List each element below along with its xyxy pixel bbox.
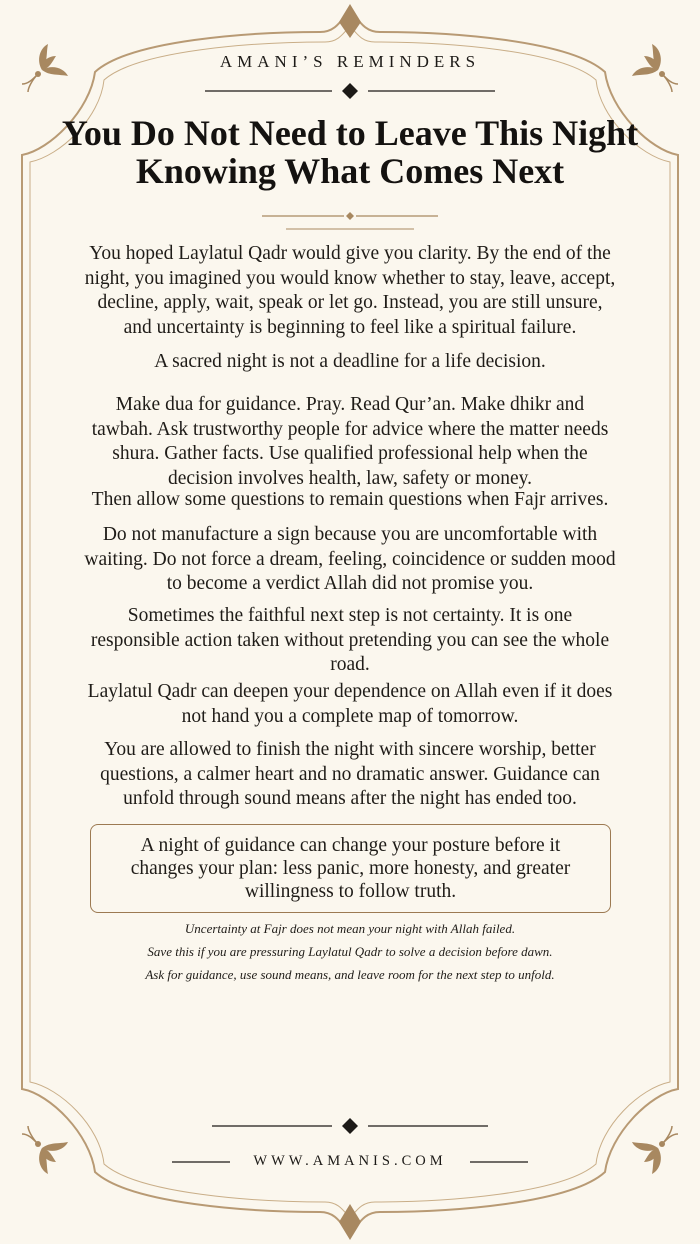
website-link[interactable]: WWW.AMANIS.COM xyxy=(253,1153,447,1169)
note-line-3: Ask for guidance, use sound means, and leave room for the next step to unfold. xyxy=(145,967,555,982)
paragraph-7: Laylatul Qadr can deepen your dependence on Allah even if it does not hand you a complete map of tomorrow. xyxy=(87,681,613,727)
note-line-2: Save this if you are pressuring Laylatul Qadr to solve a decision before dawn. xyxy=(147,944,553,959)
callout-text: A night of guidance can change your posture before it changes your plan: less panic, more honesty, and greater willingness to follow truth. xyxy=(130,835,571,902)
note-line-1: Uncertainty at Fajr does not mean your night with Allah failed. xyxy=(184,921,516,936)
brand-title: AMANI’S REMINDERS xyxy=(219,52,481,71)
paragraph-3: Make dua for guidance. Pray. Read Qur’an. Make dhikr and tawbah. Ask trustworthy people for advice where the matter needs shura. Gather facts. Use qualified professional help when the decision involves health, law, safety or money. xyxy=(91,394,609,489)
page-title: You Do Not Need to Leave This Night Knowing What Comes Next xyxy=(61,113,639,191)
callout-box xyxy=(90,824,611,913)
paragraph-5: Do not manufacture a sign because you are uncomfortable with waiting. Do not force a dream, feeling, coincidence or sudden mood to become a verdict Allah did not promise you. xyxy=(84,524,616,594)
paragraph-1: You hoped Laylatul Qadr would give you clarity. By the end of the night, you imagined you would know whether to stay, leave, accept, decline, apply, wait, speak or let go. Instead, you are still unsure, and uncertainty is beginning to feel like a spiritual failure. xyxy=(84,243,616,338)
paragraph-6: Sometimes the faithful next step is not certainty. It is one responsible action taken without pretending you can see the whole road. xyxy=(90,605,610,675)
paragraph-4: Then allow some questions to remain questions when Fajr arrives. xyxy=(91,489,609,510)
paragraph-2: A sacred night is not a deadline for a life decision. xyxy=(154,351,546,372)
paragraph-8: You are allowed to finish the night with sincere worship, better questions, a calmer heart and no dramatic answer. Guidance can unfold through sound means after the night has ended too. xyxy=(100,739,600,809)
